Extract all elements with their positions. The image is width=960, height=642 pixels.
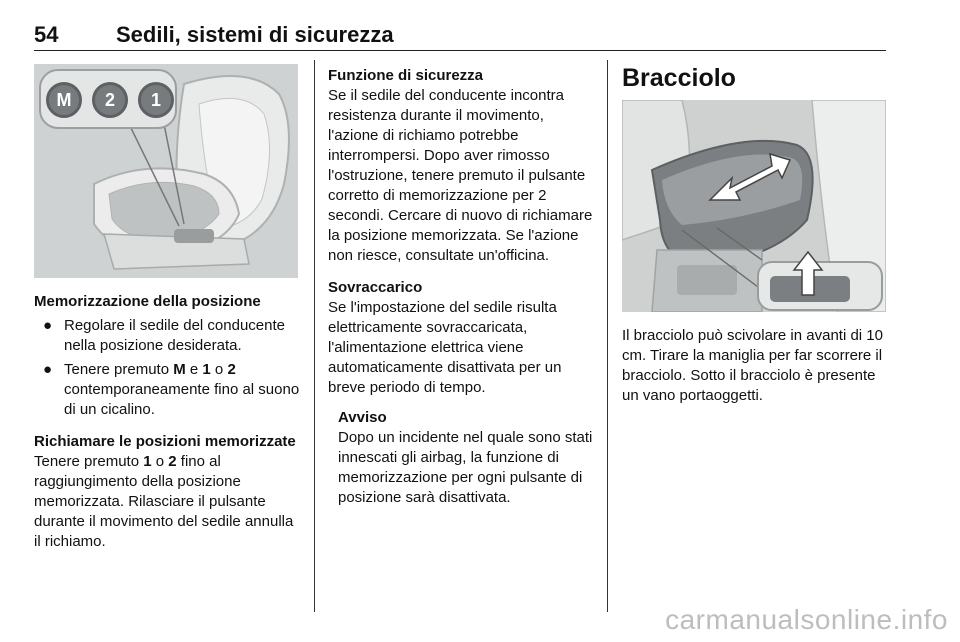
bullet-icon: ● bbox=[43, 361, 53, 378]
armrest-figure bbox=[622, 100, 886, 312]
list-item: ● Tenere premuto M e 1 o 2 contemporaneamente fino al suono di un cicalino. bbox=[43, 361, 300, 418]
header-rule bbox=[34, 50, 886, 51]
overload-text: Se l'impostazione del sedile risulta elettricamente sovraccaricata, l'alimentazione elettrica viene automaticamente disattivata per un breve periodo di tempo. bbox=[328, 299, 562, 396]
bullet-icon: ● bbox=[43, 317, 53, 334]
recall-heading: Richiamare le posizioni memorizzate bbox=[34, 433, 296, 450]
memo-heading: Memorizzazione della posizione bbox=[34, 293, 261, 310]
safety-text: Se il sedile del conducente incontra resistenza durante il movimento, l'azione di richiamo potrebbe interrompersi. Dopo aver rimosso l'ostruzione, tenere premuto il pulsante corretto di memorizzazione per 2 secondi. Cercare di nuovo di richiamare la posizione memorizzata. Se l'azione non riesce, consultate un'officina. bbox=[328, 87, 593, 264]
safety-heading: Funzione di sicurezza bbox=[328, 67, 484, 84]
notice-box bbox=[328, 408, 594, 508]
column-divider-1 bbox=[314, 60, 315, 612]
seat-memory-figure bbox=[34, 64, 298, 278]
memo-steps bbox=[34, 316, 300, 420]
watermark: carmanualsonline.info bbox=[665, 604, 948, 635]
section-title: Bracciolo bbox=[622, 64, 736, 92]
memory-button-2: 2 bbox=[92, 82, 128, 118]
armrest-illustration bbox=[622, 100, 886, 312]
memory-button-1: 1 bbox=[138, 82, 174, 118]
overload-heading: Sovraccarico bbox=[328, 279, 423, 296]
page-number: 54 bbox=[34, 22, 59, 47]
list-item: ● Regolare il sedile del conducente nella posizione desiderata. bbox=[43, 317, 285, 354]
recall-text: Tenere premuto 1 o 2 fino al raggiungimento della posizione memorizzata. Rilasciare il pulsante durante il movimento del sedile annulla il richiamo. bbox=[34, 453, 294, 550]
notice-heading: Avviso bbox=[338, 409, 387, 426]
column-3 bbox=[622, 326, 888, 406]
notice-text: Dopo un incidente nel quale sono stati innescati gli airbag, la funzione di memorizzazione per ogni pulsante di posizione sarà disattivata. bbox=[338, 429, 593, 506]
armrest-text: Il bracciolo può scivolare in avanti di 10 cm. Tirare la maniglia per far scorrere il bracciolo. Sotto il bracciolo è presente un vano portaoggetti. bbox=[622, 327, 883, 404]
column-divider-2 bbox=[607, 60, 608, 612]
memory-button-m: M bbox=[46, 82, 82, 118]
memory-button-group bbox=[46, 82, 174, 118]
column-2 bbox=[328, 66, 594, 508]
page-header-title: Sedili, sistemi di sicurezza bbox=[116, 22, 394, 47]
column-1 bbox=[34, 292, 300, 552]
